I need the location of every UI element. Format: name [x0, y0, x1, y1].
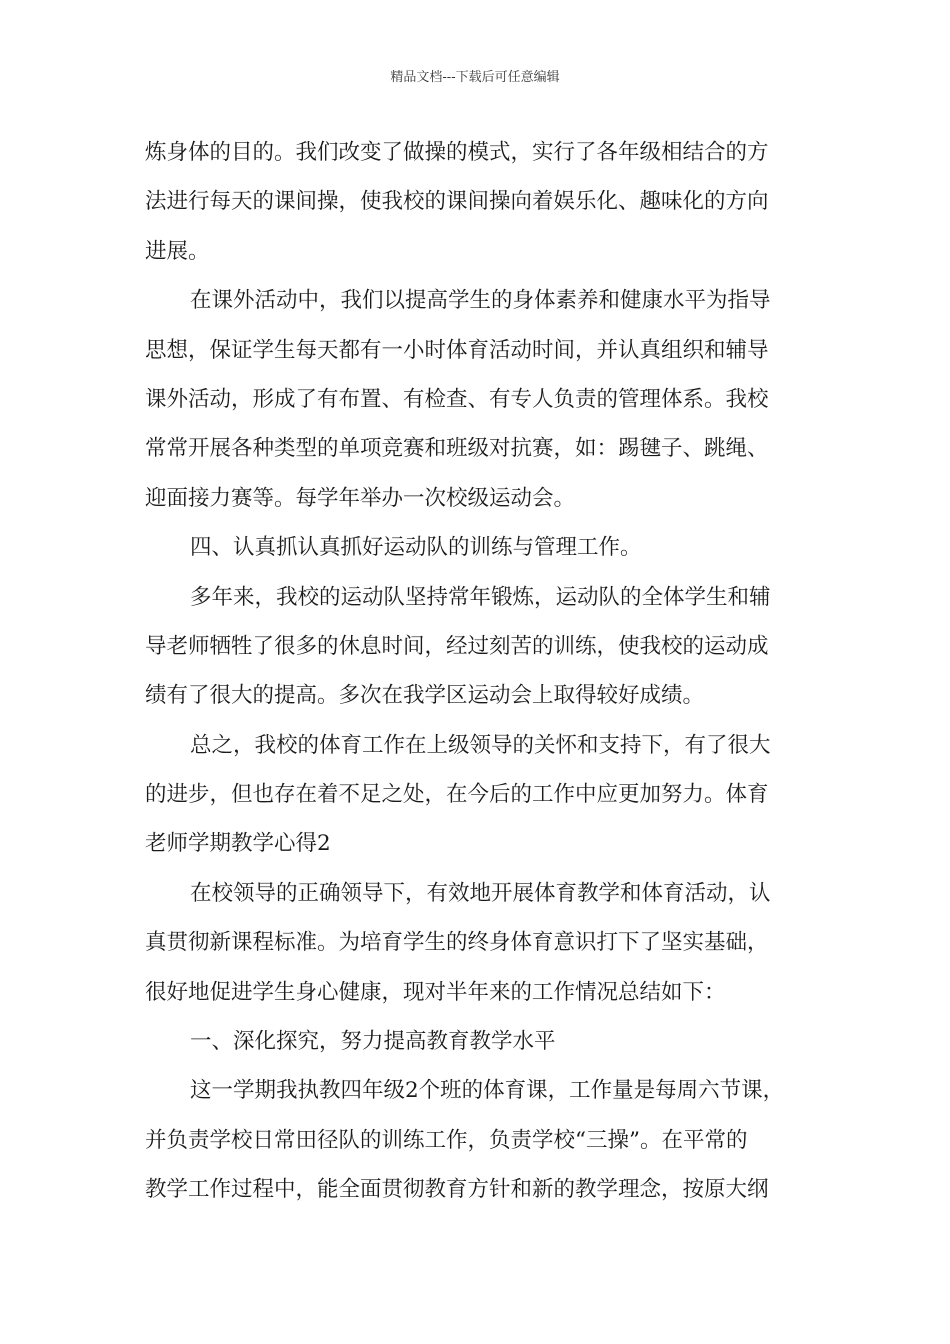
- text-line: 很好地促进学生身心健康，现对半年来的工作情况总结如下：: [145, 979, 726, 1005]
- text-line: 教学工作过程中，能全面贯彻教育方针和新的教学理念，按原大纲: [145, 1177, 769, 1203]
- text-line: 进展。: [145, 238, 210, 264]
- paragraph-start-line: 总之，我校的体育工作在上级领导的关怀和支持下，有了很大: [190, 732, 771, 758]
- text-line: 常常开展各种类型的单项竞赛和班级对抗赛，如：踢毽子、跳绳、: [145, 436, 769, 462]
- paragraph-start-line: 在课外活动中，我们以提高学生的身体素养和健康水平为指导: [190, 288, 771, 314]
- text-line: 思想，保证学生每天都有一小时体育活动时间，并认真组织和辅导: [145, 337, 769, 363]
- text-line: 炼身体的目的。我们改变了做操的模式，实行了各年级相结合的方: [145, 140, 769, 165]
- text-line: 导老师牺牲了很多的休息时间，经过刻苦的训练，使我校的运动成: [145, 633, 769, 659]
- text-line: 真贯彻新课程标准。为培育学生的终身体育意识打下了坚实基础，: [145, 930, 769, 956]
- paragraph-start-line: 在校领导的正确领导下，有效地开展体育教学和体育活动，认: [190, 880, 771, 906]
- section-heading-line: 四、认真抓认真抓好运动队的训练与管理工作。: [190, 535, 642, 561]
- text-line: 课外活动，形成了有布置、有检查、有专人负责的管理体系。我校: [145, 386, 769, 412]
- text-line: 迎面接力赛等。每学年举办一次校级运动会。: [145, 485, 576, 511]
- text-line: 的进步，但也存在着不足之处，在今后的工作中应更加努力。体育: [145, 782, 769, 808]
- document-body: [145, 128, 810, 1215]
- paragraph-start-line: 这一学期我执教四年级2个班的体育课，工作量是每周六节课，: [190, 1078, 785, 1104]
- section-heading-line: 一、深化探究，努力提高教育教学水平: [190, 1029, 556, 1055]
- text-line: 老师学期教学心得2: [145, 831, 331, 857]
- text-line: 并负责学校日常田径队的训练工作，负责学校“三操”。在平常的: [145, 1127, 748, 1153]
- page-header: 精品文档---下载后可任意编辑: [390, 70, 560, 85]
- text-line: 绩有了很大的提高。多次在我学区运动会上取得较好成绩。: [145, 683, 705, 709]
- paragraph-start-line: 多年来，我校的运动队坚持常年锻炼，运动队的全体学生和辅: [190, 584, 771, 610]
- text-line: 法进行每天的课间操，使我校的课间操向着娱乐化、趣味化的方向: [145, 189, 769, 215]
